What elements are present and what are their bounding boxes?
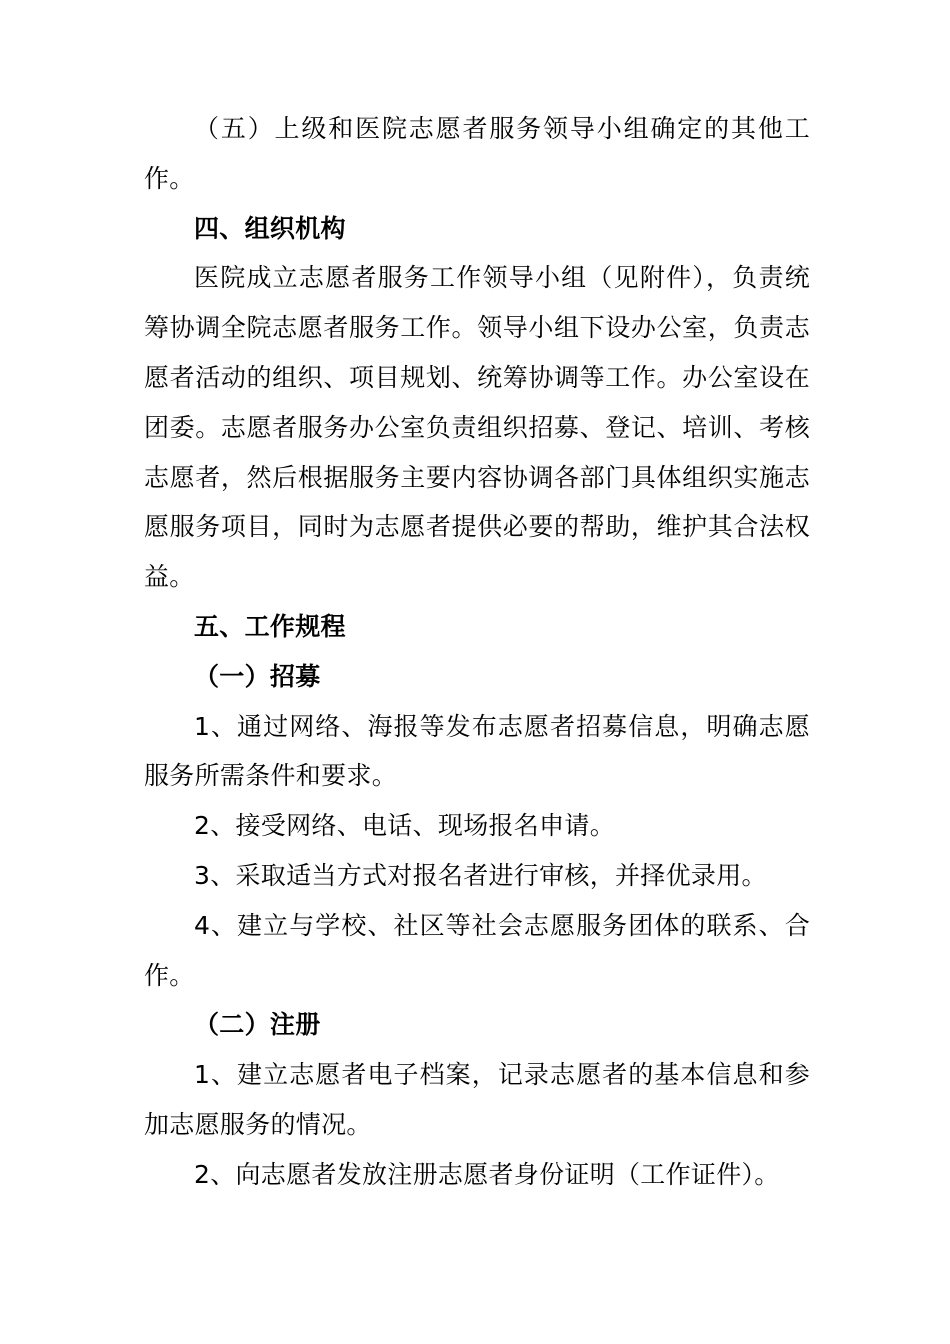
paragraph-organization: 医院成立志愿者服务工作领导小组（见附件），负责统筹协调全院志愿者服务工作。领导小组下设办公室，负责志愿者活动的组织、项目规划、统筹协调等工作。办公室设在团委。志愿者服务办公室负责组织招募、登记、培训、考核志愿者，然后根据服务主要内容协调各部门具体组织实施志愿服务项目，同时为志愿者提供必要的帮助，维护其合法权益。 xyxy=(144,263,810,592)
paragraph-recruitment-3: 3、采取适当方式对报名者进行审核，并择优录用。 xyxy=(194,860,767,890)
paragraph-recruitment-2: 2、接受网络、电话、现场报名申请。 xyxy=(194,811,616,841)
document-body xyxy=(144,104,810,1200)
paragraph-other-duties: （五）上级和医院志愿者服务领导小组确定的其他工作。 xyxy=(144,114,810,193)
paragraph-recruitment-4: 4、建立与学校、社区等社会志愿服务团体的联系、合作。 xyxy=(144,910,810,990)
paragraph-registration-2: 2、向志愿者发放注册志愿者身份证明（工作证件）。 xyxy=(194,1159,780,1189)
subheading-recruitment: （一）招募 xyxy=(194,661,321,691)
subheading-registration: （二）注册 xyxy=(194,1010,321,1040)
heading-organization: 四、组织机构 xyxy=(194,213,346,243)
paragraph-recruitment-1: 1、通过网络、海报等发布志愿者招募信息，明确志愿服务所需条件和要求。 xyxy=(144,711,810,791)
heading-work-procedures: 五、工作规程 xyxy=(194,611,346,641)
paragraph-registration-1: 1、建立志愿者电子档案，记录志愿者的基本信息和参加志愿服务的情况。 xyxy=(144,1060,810,1139)
